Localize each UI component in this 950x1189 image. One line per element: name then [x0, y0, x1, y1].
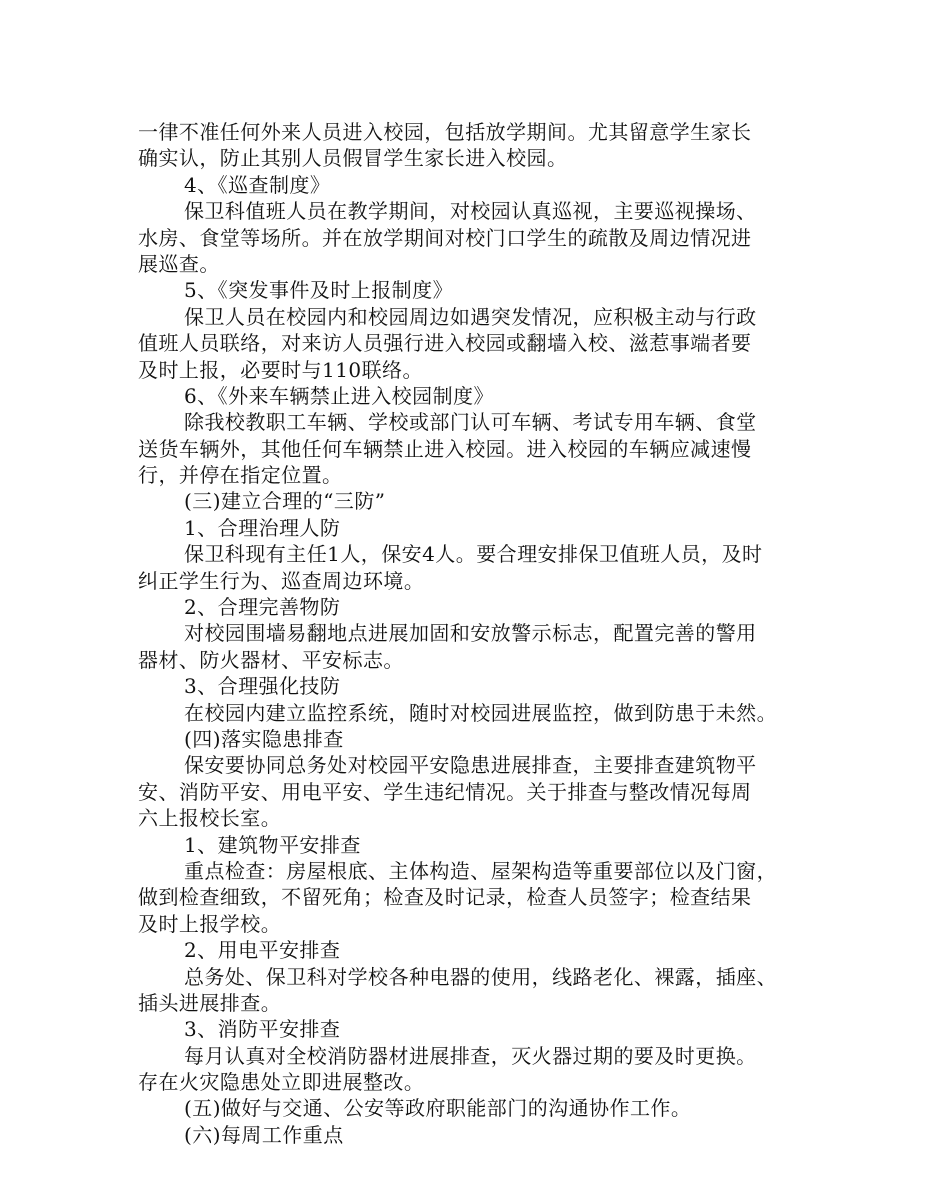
- text-line: 行，并停在指定位置。: [138, 463, 343, 488]
- text-line: 及时上报，必要时与110联络。: [138, 357, 423, 382]
- text-line: 展巡查。: [138, 251, 220, 276]
- text-line: 纠正学生行为、巡查周边环境。: [138, 568, 425, 593]
- text-line: 水房、食堂等场所。并在放学期间对校门口学生的疏散及周边情况进: [138, 225, 752, 250]
- text-line: 值班人员联络，对来访人员强行进入校园或翻墙入校、滋惹事端者要: [138, 331, 752, 356]
- text-line: 4、《巡查制度》: [184, 172, 331, 197]
- text-line: 1、合理治理人防: [184, 515, 341, 540]
- text-line: 在校园内建立监控系统，随时对校园进展监控，做到防患于未然。: [184, 700, 778, 725]
- text-line: 每月认真对全校消防器材进展排查，灭火器过期的要及时更换。: [184, 1043, 757, 1068]
- text-line: 保卫科值班人员在教学期间，对校园认真巡视，主要巡视操场、: [184, 199, 757, 224]
- text-line: 重点检查：房屋根底、主体构造、屋架构造等重要部位以及门窗，: [184, 858, 778, 883]
- text-line: 1、建筑物平安排查: [184, 832, 361, 857]
- text-line: 一律不准任何外来人员进入校园，包括放学期间。尤其留意学生家长: [138, 120, 752, 144]
- text-line: 6、《外来车辆禁止进入校园制度》: [184, 383, 494, 408]
- text-line: 总务处、保卫科对学校各种电器的使用，线路老化、裸露，插座、: [184, 964, 778, 989]
- text-line: 送货车辆外，其他任何车辆禁止进入校园。进入校园的车辆应减速慢: [138, 436, 752, 461]
- text-line: 2、合理完善物防: [184, 595, 341, 620]
- text-line: 2、用电平安排查: [184, 938, 341, 963]
- text-line: 及时上报学校。: [138, 911, 282, 936]
- document-body: [138, 119, 818, 1148]
- text-line: 安、消防平安、用电平安、学生违纪情况。关于排查与整改情况每周: [138, 779, 752, 804]
- text-line: (五)做好与交通、公安等政府职能部门的沟通协作工作。: [184, 1096, 692, 1121]
- text-line: 保安要协同总务处对校园平安隐患进展排查，主要排查建筑物平: [184, 753, 757, 778]
- text-line: 插头进展排查。: [138, 990, 282, 1015]
- text-line: 确实认，防止其别人员假冒学生家长进入校园。: [138, 146, 568, 171]
- text-line: 3、消防平安排查: [184, 1017, 341, 1042]
- text-line: 做到检查细致，不留死角；检查及时记录，检查人员签字；检查结果: [138, 885, 752, 910]
- text-line: 保卫人员在校园内和校园周边如遇突发情况，应积极主动与行政: [184, 304, 757, 329]
- text-line: 六上报校长室。: [138, 806, 282, 831]
- text-line: 对校园围墙易翻地点进展加固和安放警示标志，配置完善的警用: [184, 621, 757, 646]
- text-line: 除我校教职工车辆、学校或部门认可车辆、考试专用车辆、食堂: [184, 410, 757, 435]
- text-line: 保卫科现有主任1人，保安4人。要合理安排保卫值班人员，及时: [184, 542, 763, 567]
- text-line: 器材、防火器材、平安标志。: [138, 647, 404, 672]
- text-line: (六)每周工作重点: [184, 1122, 344, 1147]
- text-line: 3、合理强化技防: [184, 674, 341, 699]
- text-line: (四)落实隐患排查: [184, 726, 344, 751]
- text-line: 存在火灾隐患处立即进展整改。: [138, 1070, 425, 1095]
- text-line: 5、《突发事件及时上报制度》: [184, 278, 454, 303]
- text-line: (三)建立合理的“三防”: [184, 489, 386, 514]
